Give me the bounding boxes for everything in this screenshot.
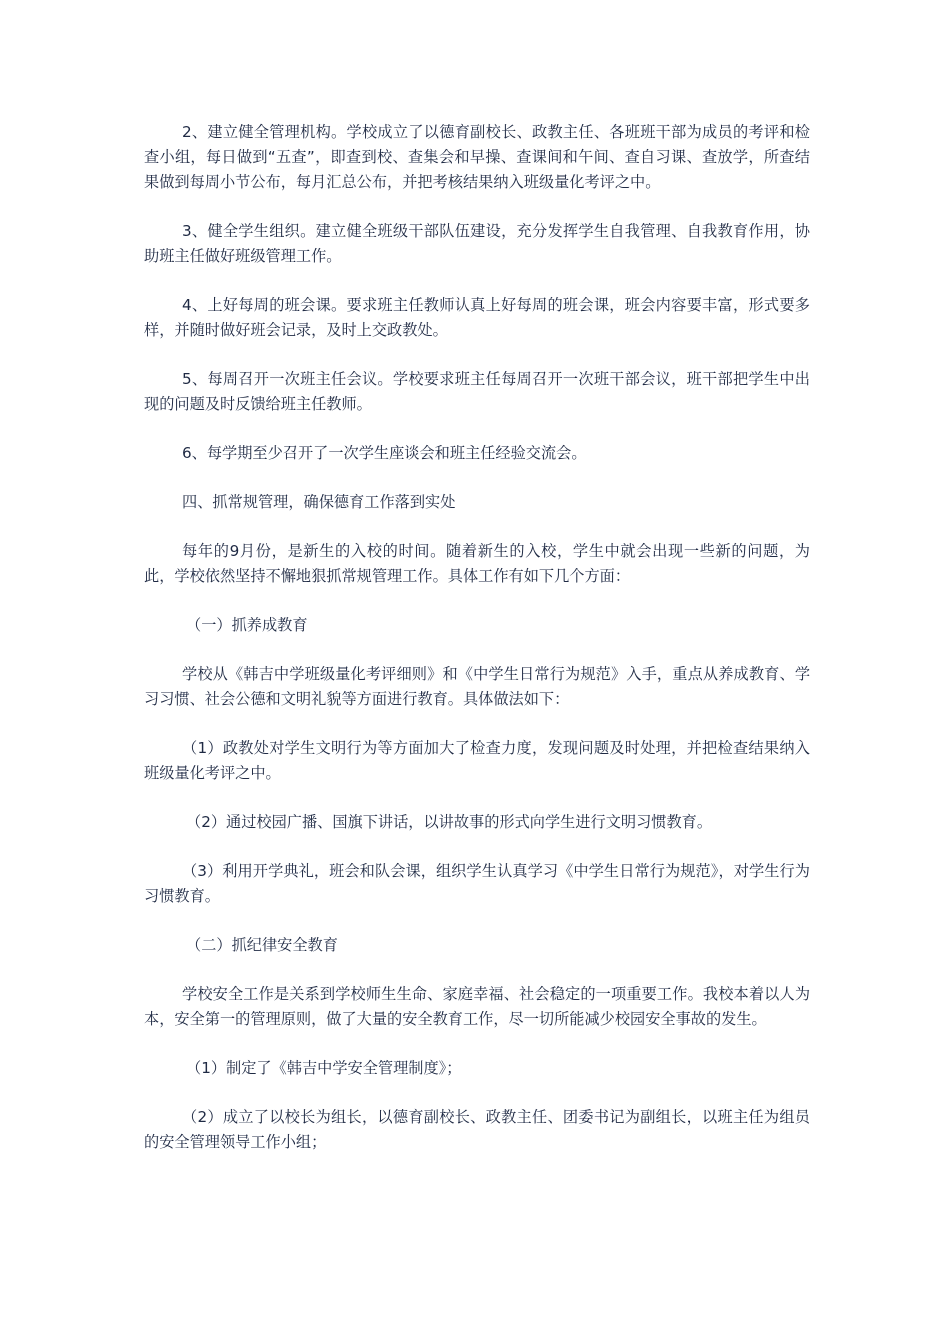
paragraph-head-teacher-meeting: 5、每周召开一次班主任会议。学校要求班主任每周召开一次班干部会议，班干部把学生中出现的问题及时反馈给班主任教师。: [144, 370, 810, 413]
paragraph-habit-education: 学校从《韩吉中学班级量化考评细则》和《中学生日常行为规范》入手，重点从养成教育、学习习惯、社会公德和文明礼貌等方面进行教育。具体做法如下：: [144, 665, 810, 708]
paragraph-student-organization: 3、健全学生组织。建立健全班级干部队伍建设，充分发挥学生自我管理、自我教育作用，协助班主任做好班级管理工作。: [144, 222, 810, 265]
list-item-opening-ceremony: （3）利用开学典礼，班会和队会课，组织学生认真学习《中学生日常行为规范》，对学生行为习惯教育。: [144, 862, 810, 905]
paragraph-school-safety: 学校安全工作是关系到学校师生生命、家庭幸福、社会稳定的一项重要工作。我校本着以人为本，安全第一的管理原则，做了大量的安全教育工作，尽一切所能减少校园安全事故的发生。: [144, 985, 810, 1028]
subheading-habit-education: （一）抓养成教育: [186, 616, 308, 634]
paragraph-class-meeting: 4、上好每周的班会课。要求班主任教师认真上好每周的班会课，班会内容要丰富，形式要多样，并随时做好班会记录，及时上交政教处。: [144, 296, 810, 339]
list-item-safety-rules: （1）制定了《韩吉中学安全管理制度》；: [186, 1059, 462, 1077]
paragraph-student-forum: 6、每学期至少召开了一次学生座谈会和班主任经验交流会。: [182, 444, 587, 462]
document-body: [144, 120, 810, 1179]
list-item-safety-group: （2）成立了以校长为组长，以德育副校长、政教主任、团委书记为副组长，以班主任为组员的安全管理领导工作小组；: [144, 1108, 810, 1151]
section-heading-routine-management: 四、抓常规管理，确保德育工作落到实处: [182, 493, 456, 511]
subheading-safety-education: （二）抓纪律安全教育: [186, 936, 338, 954]
paragraph-new-students: 每年的9月份，是新生的入校的时间。随着新生的入校，学生中就会出现一些新的问题，为此，学校依然坚持不懈地狠抓常规管理工作。具体工作有如下几个方面：: [144, 542, 810, 585]
list-item-inspection: （1）政教处对学生文明行为等方面加大了检查力度，发现问题及时处理，并把检查结果纳入班级量化考评之中。: [144, 739, 810, 782]
paragraph-management-organization: 2、建立健全管理机构。学校成立了以德育副校长、政教主任、各班班干部为成员的考评和检查小组，每日做到“五查”，即查到校、查集会和早操、查课间和午间、查自习课、查放学，所查结果做到每周小节公布，每月汇总公布，并把考核结果纳入班级量化考评之中。: [144, 123, 810, 191]
list-item-broadcast: （2）通过校园广播、国旗下讲话，以讲故事的形式向学生进行文明习惯教育。: [186, 813, 713, 831]
